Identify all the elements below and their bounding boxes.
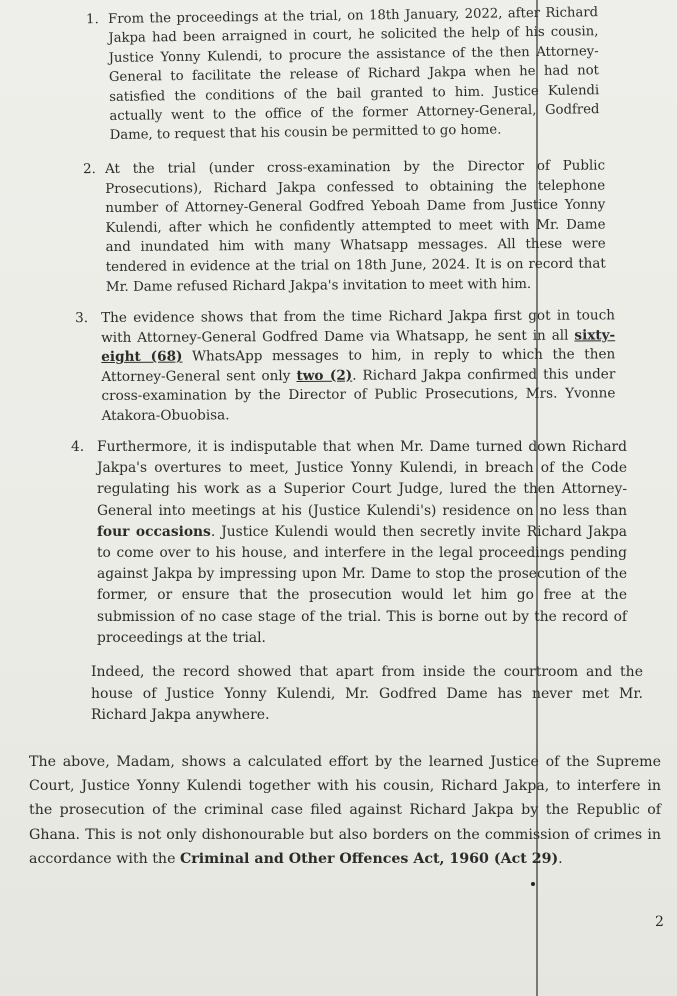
paragraph-text: WhatsApp messages to him, in reply to which the then Attorney-General sent only — [101, 346, 616, 385]
paragraph-text: . Richard Jakpa confirmed this under cross-examination by the Director of Public Prosecutions, Mrs. Yvonne Atakora-Obuobisa. — [101, 365, 616, 424]
paragraph-1 — [86, 3, 600, 146]
ink-dot — [531, 882, 535, 886]
paragraph-2 — [83, 157, 606, 298]
emphasis-reply-count: two (2) — [296, 367, 353, 384]
paragraph-text: The evidence shows that from the time Richard Jakpa first got in touch with Attorney-General Godfred Dame via Whatsapp, he sent in all — [101, 307, 616, 346]
statute-reference: Criminal and Other Offences Act, 1960 (Act 29) — [179, 850, 559, 867]
paragraph-text: At the trial (under cross-examination by the Director of Public Prosecutions), Richard Jakpa confessed to obtaining the telephone number of Attorney-General Godfred Yeboah Dame from Justice Yonny Kulendi, after which he confidently attempted to meet with Mr. Dame and inundated him with many Whatsapp messages. All these were tendered in evidence at the trial on 18th June, 2024. It is on record that Mr. Dame refused Richard Jakpa's invitation to meet with him. — [105, 158, 606, 295]
paragraph-number: 2. — [83, 162, 96, 178]
paragraph-text: Furthermore, it is indisputable that when Mr. Dame turned down Richard Jakpa's overtures to meet, Justice Yonny Kulendi, in breach of the Code regulating his work as a Superior Court Judge, lured the then Attorney-General into meetings at his (Justice Kulendi's) residence on no less than — [97, 439, 627, 519]
paragraph-number: 1. — [86, 12, 99, 28]
paragraph-text: . Justice Kulendi would then secretly invite Richard Jakpa to come over to his house, and interfere in the legal proceedings pending against Jakpa by impressing upon Mr. Dame to stop the prosecution of the former, or ensure that the prosecution would let him go free at the submission of no case stage of the trial. This is borne out by the record of proceedings at the trial. — [97, 523, 627, 646]
emphasis-message-count: sixty-eight (68) — [101, 326, 616, 365]
paragraph-3 — [75, 306, 616, 426]
paragraph-text: From the proceedings at the trial, on 18th January, 2022, after Richard Jakpa had been arraigned in court, he solicited the help of his cousin, Justice Yonny Kulendi, to procure the assistance of the then Attorney-General to facilitate the release of Richard Jakpa when he had not satisfied the conditions of the bail granted to him. Justice Kulendi actually went to the office of the former Attorney-General, Godfred Dame, to request that his cousin be permitted to go home. — [108, 5, 600, 144]
emphasis-occasions: four occasions — [97, 523, 211, 540]
paragraph-text: The above, Madam, shows a calculated effort by the learned Justice of the Supreme Court, Justice Yonny Kulendi together with his cousin, Richard Jakpa, to interfere in the prosecution of the criminal case filed against Richard Jakpa by the Republic of Ghana. This is not only dishonourable but also borders on the commission of crimes in accordance with the — [29, 754, 661, 867]
indeed-paragraph: Indeed, the record showed that apart from inside the courtroom and the house of Justice Yonny Kulendi, Mr. Godfred Dame has never met Mr. Richard Jakpa anywhere. — [91, 664, 643, 724]
closing-paragraph — [29, 750, 661, 871]
paragraph-4 — [71, 437, 627, 649]
paragraph-number: 3. — [75, 310, 89, 327]
paragraph-number: 4. — [71, 439, 85, 455]
paragraph-text: . — [558, 850, 563, 867]
page-number: 2 — [655, 914, 664, 930]
